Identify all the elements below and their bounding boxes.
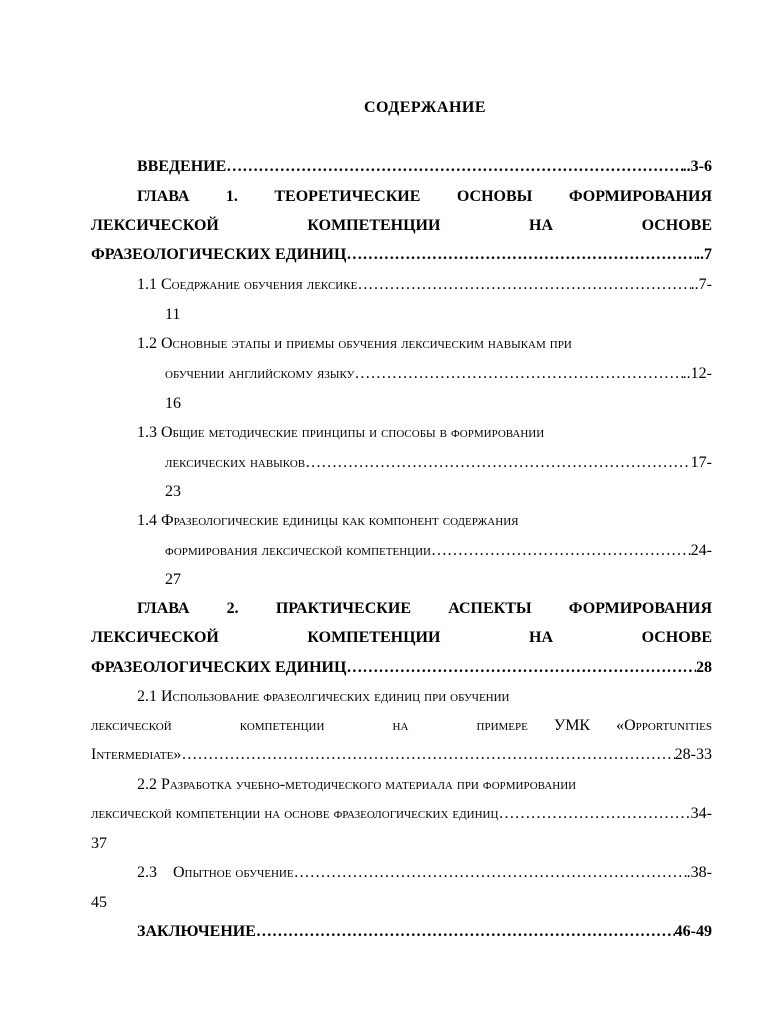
section-title-line2: лексических навыков	[165, 454, 306, 471]
course-name: «Opportunities	[616, 717, 712, 734]
intro-label: ВВЕДЕНИЕ	[137, 158, 227, 175]
toc-entry-2-2	[137, 775, 712, 794]
toc-entry-2-3	[137, 863, 712, 882]
section-pages-cont: 45	[91, 894, 107, 911]
section-pages-cont: 16	[165, 395, 181, 412]
dot-leader	[498, 804, 690, 823]
toc-entry-2-1-line3	[91, 745, 712, 764]
toc-entry-conclusion	[137, 922, 712, 941]
section-number: 1.2	[137, 335, 157, 352]
toc-entry-1-4	[137, 511, 712, 530]
section-title-line2: лексической компетенции на основе фразеологических единиц	[91, 805, 499, 822]
section-title-line1: Общие методические принципы и способы в формировании	[161, 424, 545, 441]
section-title-line2: обучении английскому языку	[165, 365, 355, 382]
section-pages: .38-	[686, 864, 712, 881]
toc-entry-1-3-line2	[165, 453, 712, 472]
section-title-line1: Разработка учебно-методического материала при формировании	[161, 776, 577, 793]
toc-entry-1-2	[137, 334, 712, 353]
section-pages-cont: 11	[165, 306, 181, 323]
chapter1-title-end: ФРАЗЕОЛОГИЧЕСКИХ ЕДИНИЦ	[91, 246, 347, 263]
chapter2-line3	[91, 658, 712, 677]
section-title-line3: Intermediate»	[91, 746, 182, 763]
chapter1-pages: ..7	[696, 246, 712, 263]
dot-leader	[431, 541, 691, 560]
dot-leader	[181, 745, 674, 764]
dot-leader	[357, 275, 690, 294]
section-pages: 24-	[690, 542, 712, 559]
section-number: 2.3	[137, 864, 157, 881]
section-pages: ..12-	[682, 365, 712, 382]
section-title-line1: Фразеологические единицы как компонент содержания	[161, 512, 519, 529]
chapter1-line1: ГЛАВА 1. ТЕОРЕТИЧЕСКИЕ ОСНОВЫ ФОРМИРОВАНИЯ	[137, 188, 712, 205]
toc-entry-1-3	[137, 423, 712, 442]
toc-entry-intro	[137, 157, 712, 176]
section-title-line2: формирования лексической компетенции	[165, 542, 431, 559]
chapter1-line2: ЛЕКСИЧЕСКОЙ КОМПЕТЕНЦИИ НА ОСНОВЕ	[91, 217, 712, 234]
section-number: 2.2	[137, 776, 157, 793]
section-pages-cont: 37	[91, 835, 107, 852]
dot-leader	[346, 658, 696, 677]
section-number: 2.1	[137, 688, 157, 705]
intro-pages: ..3-6	[682, 158, 712, 175]
section-pages: ..7-	[690, 276, 712, 293]
chapter2-line2: ЛЕКСИЧЕСКОЙ КОМПЕТЕНЦИИ НА ОСНОВЕ	[91, 629, 712, 646]
chapter2-title-end: ФРАЗЕОЛОГИЧЕСКИХ ЕДИНИЦ	[91, 659, 347, 676]
section-pages: 28-33	[674, 746, 712, 763]
chapter2-pages: 28	[696, 659, 712, 676]
toc-entry-1-2-line2	[165, 364, 712, 383]
dot-leader	[256, 922, 675, 941]
dot-leader	[226, 157, 682, 176]
section-title-line1: Использование фразеолгических единиц при обучении	[161, 688, 510, 705]
umk-label: УМК	[553, 717, 591, 734]
toc-entry-1-4-line2	[165, 541, 712, 560]
conclusion-label: ЗАКЛЮЧЕНИЕ	[137, 923, 256, 940]
dot-leader	[294, 863, 687, 882]
chapter1-line3	[91, 245, 712, 264]
section-pages-cont: 27	[165, 571, 181, 588]
toc-entry-2-1-line2	[91, 716, 712, 735]
toc-entry-1-1	[137, 275, 712, 294]
section-pages: 34-	[690, 805, 712, 822]
chapter2-line1: ГЛАВА 2. ПРАКТИЧЕСКИЕ АСПЕКТЫ ФОРМИРОВАНИЯ	[137, 600, 712, 617]
toc-entry-2-1	[137, 687, 712, 706]
section-number: 1.3	[137, 424, 157, 441]
page-title: СОДЕРЖАНИЕ	[363, 99, 487, 116]
section-pages: 17-	[690, 454, 712, 471]
conclusion-pages: 46-49	[674, 923, 712, 940]
toc-entry-2-2-line2	[91, 804, 712, 823]
dot-leader	[305, 453, 691, 472]
section-title: Соедржание обучения лексике	[161, 276, 358, 293]
section-number: 1.1	[137, 276, 157, 293]
dot-leader	[346, 245, 696, 264]
section-title-line2: лексической компетенции на примере	[91, 717, 528, 734]
section-pages-cont: 23	[165, 483, 181, 500]
dot-leader	[354, 364, 682, 383]
section-number: 1.4	[137, 512, 157, 529]
section-title-line1: Основные этапы и приемы обучения лексическим навыкам при	[161, 335, 572, 352]
section-title: Опытное обучение	[173, 864, 294, 881]
